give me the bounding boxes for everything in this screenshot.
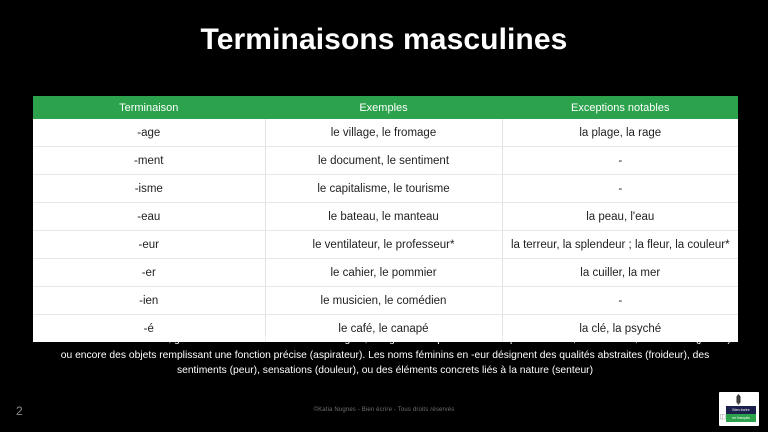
page-title: Terminaisons masculines bbox=[200, 23, 568, 56]
table-header-row bbox=[33, 96, 738, 119]
table-row bbox=[33, 119, 738, 147]
cell-exemples: le village, le fromage bbox=[265, 119, 502, 147]
cell-exceptions: - bbox=[502, 175, 738, 203]
cell-exemples: le café, le canapé bbox=[265, 315, 502, 343]
pen-icon bbox=[736, 394, 741, 405]
cell-exemples: le capitalisme, le tourisme bbox=[265, 175, 502, 203]
column-header-exceptions: Exceptions notables bbox=[502, 96, 738, 119]
table-header bbox=[33, 96, 738, 119]
table-row bbox=[33, 175, 738, 203]
table-row bbox=[33, 147, 738, 175]
cell-exceptions: la clé, la psyché bbox=[502, 315, 738, 343]
cell-exceptions: - bbox=[502, 287, 738, 315]
cell-terminaison: -é bbox=[33, 315, 265, 343]
cell-terminaison: -eur bbox=[33, 231, 265, 259]
cell-exceptions: - bbox=[502, 147, 738, 175]
endings-table-container bbox=[33, 96, 738, 342]
cell-exceptions: la peau, l'eau bbox=[502, 203, 738, 231]
logo-line-bien-ecrire: Bien écrire bbox=[726, 406, 756, 414]
cell-terminaison: -ment bbox=[33, 147, 265, 175]
brand-logo bbox=[719, 392, 759, 426]
table-row bbox=[33, 231, 738, 259]
table-body bbox=[33, 119, 738, 342]
cell-exceptions: la cuiller, la mer bbox=[502, 259, 738, 287]
endings-table bbox=[33, 96, 738, 342]
cell-terminaison: -age bbox=[33, 119, 265, 147]
cell-exceptions: la terreur, la splendeur ; la fleur, la couleur* bbox=[502, 231, 738, 259]
logo-line-en-francais: en français bbox=[726, 414, 756, 422]
cell-terminaison: -eau bbox=[33, 203, 265, 231]
footnote-text: *Les mots masculins en -eur, grâce à leur suffixe se référant à un agent, désignent des personnes exerçant un métier, une fonction, une activité (joueur) ou encore des objets remplissant une fonction précise (aspirateur). Les noms féminins en -eur désignent des qualités abstraites (froideur), des sentiments (peur), sensations (douleur), ou des éléments concrets liés à la nature (senteur) bbox=[39, 334, 731, 376]
table-row bbox=[33, 259, 738, 287]
cell-exceptions: la plage, la rage bbox=[502, 119, 738, 147]
table-row bbox=[33, 203, 738, 231]
cell-terminaison: -er bbox=[33, 259, 265, 287]
page-number: 2 bbox=[16, 404, 23, 418]
cell-terminaison: -ien bbox=[33, 287, 265, 315]
cell-exemples: le ventilateur, le professeur* bbox=[265, 231, 502, 259]
cell-exemples: le musicien, le comédien bbox=[265, 287, 502, 315]
column-header-exemples: Exemples bbox=[265, 96, 502, 119]
cell-exemples: le cahier, le pommier bbox=[265, 259, 502, 287]
cell-terminaison: -isme bbox=[33, 175, 265, 203]
table-row bbox=[33, 287, 738, 315]
column-header-terminaison: Terminaison bbox=[33, 96, 265, 119]
copyright-notice: ©Katia Nugnes - Bien écrire - Tous droits réservés bbox=[313, 407, 455, 413]
cell-exemples: le bateau, le manteau bbox=[265, 203, 502, 231]
cell-exemples: le document, le sentiment bbox=[265, 147, 502, 175]
